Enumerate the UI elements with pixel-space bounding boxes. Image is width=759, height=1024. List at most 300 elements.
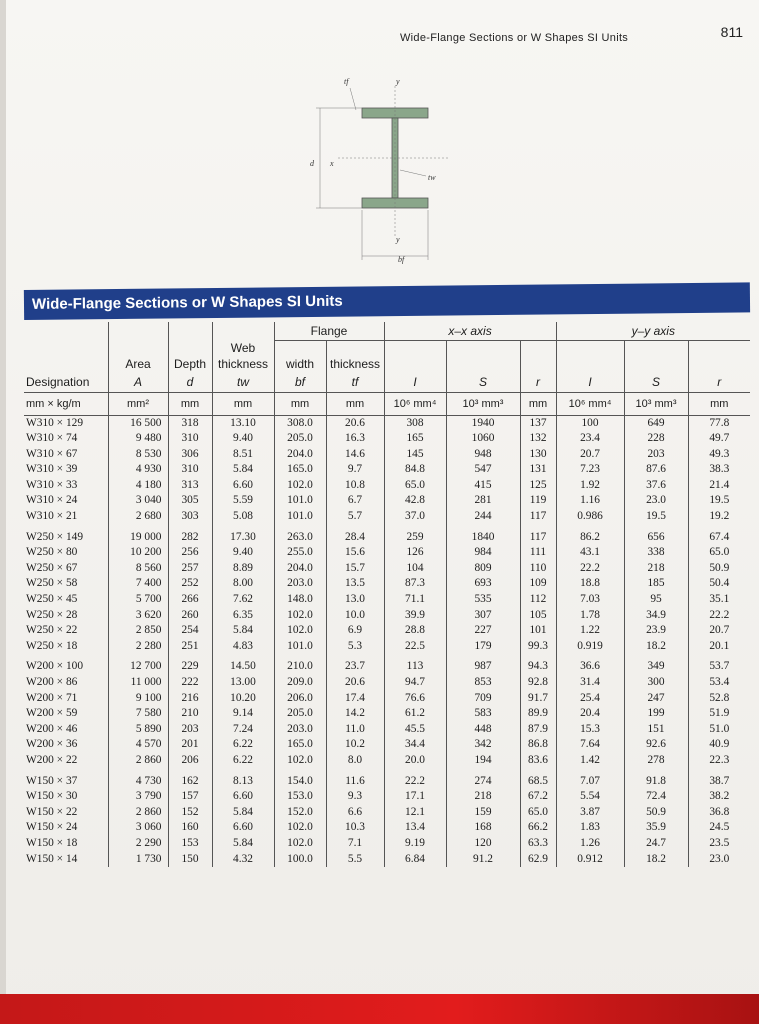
value-cell: 117 [520, 509, 556, 525]
value-cell: 50.4 [688, 576, 750, 592]
unit-cell: 10⁶ mm⁴ [556, 392, 624, 415]
value-cell: 6.22 [212, 737, 274, 753]
table-row [24, 592, 750, 608]
value-cell: 255.0 [274, 545, 326, 561]
value-cell: 656 [624, 530, 688, 546]
value-cell: 6.35 [212, 608, 274, 624]
value-cell: 6.60 [212, 478, 274, 494]
value-cell: 49.3 [688, 447, 750, 463]
value-cell: 18.2 [624, 639, 688, 655]
designation-cell: W310 × 24 [26, 494, 78, 507]
value-cell: 303 [168, 509, 212, 525]
value-cell: 209.0 [274, 675, 326, 691]
value-cell: 31.4 [556, 675, 624, 691]
value-cell: 84.8 [384, 462, 446, 478]
value-cell: 102.0 [274, 623, 326, 639]
designation-cell: W150 × 30 [26, 790, 78, 803]
value-cell: 61.2 [384, 706, 446, 722]
value-cell: 159 [446, 805, 520, 821]
value-cell: 19 000 [108, 530, 168, 546]
table-row [24, 789, 750, 805]
designation-cell: W310 × 67 [26, 447, 78, 460]
value-cell: 91.8 [624, 774, 688, 790]
unit-cell: 10³ mm³ [446, 392, 520, 415]
value-cell: 9.19 [384, 836, 446, 852]
value-cell: 9.7 [326, 462, 384, 478]
value-cell: 113 [384, 659, 446, 675]
value-cell: 111 [520, 545, 556, 561]
value-cell: 9.14 [212, 706, 274, 722]
value-cell: 102.0 [274, 820, 326, 836]
value-cell: 22.3 [688, 753, 750, 769]
value-cell: 34.4 [384, 737, 446, 753]
value-cell: 210 [168, 706, 212, 722]
value-cell: 51.9 [688, 706, 750, 722]
value-cell: 10 200 [108, 545, 168, 561]
value-cell: 165 [384, 431, 446, 447]
value-cell: 66.2 [520, 820, 556, 836]
value-cell: 263.0 [274, 530, 326, 546]
value-cell: 7.1 [326, 836, 384, 852]
value-cell: 23.4 [556, 431, 624, 447]
value-cell: 67.4 [688, 530, 750, 546]
unit-cell: 10³ mm³ [624, 392, 688, 415]
value-cell: 101 [520, 623, 556, 639]
value-cell: 210.0 [274, 659, 326, 675]
value-cell: 110 [520, 561, 556, 577]
value-cell: 154.0 [274, 774, 326, 790]
value-cell: 203 [624, 447, 688, 463]
value-cell: 338 [624, 545, 688, 561]
value-cell: 8.51 [212, 447, 274, 463]
value-cell: 8.13 [212, 774, 274, 790]
value-cell: 101.0 [274, 493, 326, 509]
value-cell: 5.54 [556, 789, 624, 805]
value-cell: 1 730 [108, 852, 168, 868]
value-cell: 132 [520, 431, 556, 447]
value-cell: 308.0 [274, 415, 326, 431]
value-cell: 126 [384, 545, 446, 561]
top-flange [362, 108, 428, 118]
designation-cell: W250 × 22 [26, 624, 78, 637]
value-cell: 40.9 [688, 737, 750, 753]
value-cell: 318 [168, 415, 212, 431]
designation-cell: W250 × 45 [26, 593, 78, 606]
value-cell: 1.92 [556, 478, 624, 494]
value-cell: 45.5 [384, 722, 446, 738]
flange-group-header: Flange [274, 322, 384, 340]
value-cell: 23.5 [688, 836, 750, 852]
value-cell: 87.6 [624, 462, 688, 478]
value-cell: 5.84 [212, 623, 274, 639]
value-cell: 199 [624, 706, 688, 722]
value-cell: 21.4 [688, 478, 750, 494]
value-cell: 50.9 [624, 805, 688, 821]
value-cell: 201 [168, 737, 212, 753]
depth-symbol: d [168, 372, 212, 392]
value-cell: 2 860 [108, 805, 168, 821]
value-cell: 23.9 [624, 623, 688, 639]
label-y-bottom: y [396, 235, 400, 244]
iy-header: I [556, 372, 624, 392]
value-cell: 9 480 [108, 431, 168, 447]
value-cell: 7.23 [556, 462, 624, 478]
value-cell: 99.3 [520, 639, 556, 655]
value-cell: 693 [446, 576, 520, 592]
value-cell: 22.5 [384, 639, 446, 655]
value-cell: 6.84 [384, 852, 446, 868]
designation-cell: W250 × 67 [26, 561, 78, 574]
value-cell: 17.4 [326, 691, 384, 707]
value-cell: 10.2 [326, 737, 384, 753]
value-cell: 5.7 [326, 509, 384, 525]
value-cell: 20.6 [326, 415, 384, 431]
value-cell: 37.6 [624, 478, 688, 494]
value-cell: 1840 [446, 530, 520, 546]
value-cell: 28.4 [326, 530, 384, 546]
unit-cell: 10⁶ mm⁴ [384, 392, 446, 415]
value-cell: 2 850 [108, 623, 168, 639]
value-cell: 150 [168, 852, 212, 868]
w-shapes-table [24, 322, 750, 867]
value-cell: 104 [384, 561, 446, 577]
value-cell: 204.0 [274, 447, 326, 463]
value-cell: 14.50 [212, 659, 274, 675]
value-cell: 148.0 [274, 592, 326, 608]
value-cell: 222 [168, 675, 212, 691]
designation-cell: W150 × 14 [26, 852, 78, 865]
unit-cell: mm [274, 392, 326, 415]
value-cell: 11.6 [326, 774, 384, 790]
table-row [24, 576, 750, 592]
table-row [24, 706, 750, 722]
value-cell: 152.0 [274, 805, 326, 821]
designation-cell: W250 × 28 [26, 608, 78, 621]
value-cell: 151 [624, 722, 688, 738]
value-cell: 94.7 [384, 675, 446, 691]
value-cell: 257 [168, 561, 212, 577]
value-cell: 94.3 [520, 659, 556, 675]
value-cell: 22.2 [688, 608, 750, 624]
value-cell: 13.5 [326, 576, 384, 592]
value-cell: 853 [446, 675, 520, 691]
value-cell: 1.16 [556, 493, 624, 509]
table-row [24, 774, 750, 790]
value-cell: 1.42 [556, 753, 624, 769]
value-cell: 49.7 [688, 431, 750, 447]
label-x: x [330, 159, 334, 168]
value-cell: 1060 [446, 431, 520, 447]
unit-cell: mm [520, 392, 556, 415]
value-cell: 10.8 [326, 478, 384, 494]
value-cell: 206.0 [274, 691, 326, 707]
depth-header: Depth [168, 356, 212, 372]
value-cell: 50.9 [688, 561, 750, 577]
value-cell: 22.2 [556, 561, 624, 577]
value-cell: 3.87 [556, 805, 624, 821]
value-cell: 67.2 [520, 789, 556, 805]
designation-cell: W200 × 100 [26, 660, 84, 673]
value-cell: 247 [624, 691, 688, 707]
designation-cell: W200 × 86 [26, 676, 78, 688]
value-cell: 152 [168, 805, 212, 821]
value-cell: 95 [624, 592, 688, 608]
value-cell: 5.59 [212, 493, 274, 509]
table-row [24, 691, 750, 707]
value-cell: 0.912 [556, 852, 624, 868]
page-number: 811 [720, 24, 743, 40]
value-cell: 282 [168, 530, 212, 546]
value-cell: 6.60 [212, 820, 274, 836]
value-cell: 105 [520, 608, 556, 624]
value-cell: 13.00 [212, 675, 274, 691]
value-cell: 205.0 [274, 706, 326, 722]
value-cell: 35.1 [688, 592, 750, 608]
value-cell: 23.0 [624, 493, 688, 509]
value-cell: 15.6 [326, 545, 384, 561]
value-cell: 3 060 [108, 820, 168, 836]
table-row [24, 753, 750, 769]
designation-cell: W310 × 33 [26, 478, 78, 491]
label-d: d [310, 159, 314, 168]
value-cell: 15.3 [556, 722, 624, 738]
units-row [24, 392, 750, 415]
value-cell: 63.3 [520, 836, 556, 852]
value-cell: 948 [446, 447, 520, 463]
yy-axis-group-header: y–y axis [556, 322, 750, 340]
value-cell: 36.8 [688, 805, 750, 821]
thickness-symbol: tf [326, 372, 384, 392]
table-row [24, 639, 750, 655]
value-cell: 11 000 [108, 675, 168, 691]
value-cell: 101.0 [274, 509, 326, 525]
unit-cell: mm² [108, 392, 168, 415]
designation-cell: W310 × 129 [26, 416, 84, 429]
value-cell: 5.3 [326, 639, 384, 655]
area-header: Area [108, 356, 168, 372]
value-cell: 102.0 [274, 608, 326, 624]
value-cell: 112 [520, 592, 556, 608]
table-row [24, 447, 750, 463]
value-cell: 22.2 [384, 774, 446, 790]
value-cell: 218 [446, 789, 520, 805]
value-cell: 313 [168, 478, 212, 494]
sy-header: S [624, 372, 688, 392]
table-row [24, 561, 750, 577]
value-cell: 23.0 [688, 852, 750, 868]
value-cell: 349 [624, 659, 688, 675]
value-cell: 7.64 [556, 737, 624, 753]
value-cell: 120 [446, 836, 520, 852]
value-cell: 0.986 [556, 509, 624, 525]
value-cell: 6.9 [326, 623, 384, 639]
value-cell: 448 [446, 722, 520, 738]
value-cell: 157 [168, 789, 212, 805]
area-symbol: A [108, 372, 168, 392]
web-symbol: tw [212, 372, 274, 392]
value-cell: 35.9 [624, 820, 688, 836]
value-cell: 987 [446, 659, 520, 675]
value-cell: 51.0 [688, 722, 750, 738]
value-cell: 266 [168, 592, 212, 608]
designation-cell: W200 × 36 [26, 738, 78, 751]
value-cell: 10.3 [326, 820, 384, 836]
value-cell: 18.2 [624, 852, 688, 868]
value-cell: 649 [624, 415, 688, 431]
value-cell: 218 [624, 561, 688, 577]
value-cell: 28.8 [384, 623, 446, 639]
value-cell: 204.0 [274, 561, 326, 577]
table-row [24, 608, 750, 624]
value-cell: 254 [168, 623, 212, 639]
value-cell: 8 530 [108, 447, 168, 463]
value-cell: 252 [168, 576, 212, 592]
value-cell: 137 [520, 415, 556, 431]
value-cell: 185 [624, 576, 688, 592]
sx-header: S [446, 372, 520, 392]
value-cell: 306 [168, 447, 212, 463]
value-cell: 7.07 [556, 774, 624, 790]
value-cell: 2 290 [108, 836, 168, 852]
value-cell: 5.84 [212, 805, 274, 821]
table-row [24, 675, 750, 691]
value-cell: 72.4 [624, 789, 688, 805]
value-cell: 17.30 [212, 530, 274, 546]
value-cell: 216 [168, 691, 212, 707]
value-cell: 4 930 [108, 462, 168, 478]
value-cell: 3 040 [108, 493, 168, 509]
value-cell: 227 [446, 623, 520, 639]
value-cell: 91.7 [520, 691, 556, 707]
ry-header: r [688, 372, 750, 392]
value-cell: 274 [446, 774, 520, 790]
value-cell: 65.0 [384, 478, 446, 494]
ix-header: I [384, 372, 446, 392]
value-cell: 194 [446, 753, 520, 769]
designation-cell: W200 × 59 [26, 707, 78, 720]
value-cell: 4 180 [108, 478, 168, 494]
designation-cell: W250 × 149 [26, 530, 84, 543]
table-row [24, 722, 750, 738]
value-cell: 205.0 [274, 431, 326, 447]
bottom-red-edge [0, 994, 759, 1024]
value-cell: 535 [446, 592, 520, 608]
designation-cell: W250 × 18 [26, 639, 78, 652]
value-cell: 4 730 [108, 774, 168, 790]
width-symbol: bf [274, 372, 326, 392]
value-cell: 5 700 [108, 592, 168, 608]
designation-cell: W250 × 58 [26, 577, 78, 590]
value-cell: 10.20 [212, 691, 274, 707]
value-cell: 259 [384, 530, 446, 546]
value-cell: 13.0 [326, 592, 384, 608]
table-row [24, 415, 750, 431]
value-cell: 206 [168, 753, 212, 769]
table-row [24, 836, 750, 852]
table-row [24, 530, 750, 546]
value-cell: 14.2 [326, 706, 384, 722]
value-cell: 1.22 [556, 623, 624, 639]
table-row [24, 545, 750, 561]
table-row [24, 493, 750, 509]
value-cell: 278 [624, 753, 688, 769]
width-header: width [274, 356, 326, 372]
value-cell: 168 [446, 820, 520, 836]
page-gutter-shadow [0, 0, 6, 1024]
w-shape-cross-section-diagram [300, 70, 450, 270]
xx-axis-group-header: x–x axis [384, 322, 556, 340]
value-cell: 2 280 [108, 639, 168, 655]
designation-cell: W200 × 71 [26, 691, 78, 704]
value-cell: 14.6 [326, 447, 384, 463]
value-cell: 5.84 [212, 462, 274, 478]
value-cell: 165.0 [274, 737, 326, 753]
value-cell: 2 860 [108, 753, 168, 769]
value-cell: 39.9 [384, 608, 446, 624]
designation-header: Designation [26, 374, 90, 389]
value-cell: 547 [446, 462, 520, 478]
running-header: Wide-Flange Sections or W Shapes SI Units [400, 32, 629, 44]
value-cell: 65.0 [688, 545, 750, 561]
value-cell: 984 [446, 545, 520, 561]
value-cell: 76.6 [384, 691, 446, 707]
value-cell: 20.7 [688, 623, 750, 639]
value-cell: 9.3 [326, 789, 384, 805]
thickness-header: thickness [326, 356, 384, 372]
unit-cell: mm [688, 392, 750, 415]
value-cell: 20.6 [326, 675, 384, 691]
value-cell: 1.26 [556, 836, 624, 852]
label-y-top: y [396, 77, 400, 86]
value-cell: 38.2 [688, 789, 750, 805]
value-cell: 102.0 [274, 753, 326, 769]
table-row [24, 509, 750, 525]
value-cell: 86.2 [556, 530, 624, 546]
value-cell: 117 [520, 530, 556, 546]
label-tw: tw [428, 173, 436, 182]
unit-cell: mm [212, 392, 274, 415]
value-cell: 16 500 [108, 415, 168, 431]
value-cell: 12.1 [384, 805, 446, 821]
value-cell: 91.2 [446, 852, 520, 868]
designation-cell: W310 × 74 [26, 432, 78, 445]
value-cell: 7.62 [212, 592, 274, 608]
designation-cell: W150 × 22 [26, 805, 78, 818]
value-cell: 9 100 [108, 691, 168, 707]
value-cell: 300 [624, 675, 688, 691]
value-cell: 305 [168, 493, 212, 509]
value-cell: 281 [446, 493, 520, 509]
value-cell: 6.60 [212, 789, 274, 805]
designation-cell: W150 × 18 [26, 836, 78, 849]
value-cell: 203.0 [274, 576, 326, 592]
value-cell: 125 [520, 478, 556, 494]
label-tf: tf [344, 77, 349, 86]
value-cell: 7 400 [108, 576, 168, 592]
value-cell: 119 [520, 493, 556, 509]
value-cell: 86.8 [520, 737, 556, 753]
value-cell: 24.7 [624, 836, 688, 852]
label-bf: bf [398, 255, 405, 264]
value-cell: 36.6 [556, 659, 624, 675]
value-cell: 20.4 [556, 706, 624, 722]
value-cell: 0.919 [556, 639, 624, 655]
value-cell: 11.0 [326, 722, 384, 738]
value-cell: 102.0 [274, 836, 326, 852]
value-cell: 19.5 [624, 509, 688, 525]
value-cell: 342 [446, 737, 520, 753]
value-cell: 310 [168, 431, 212, 447]
